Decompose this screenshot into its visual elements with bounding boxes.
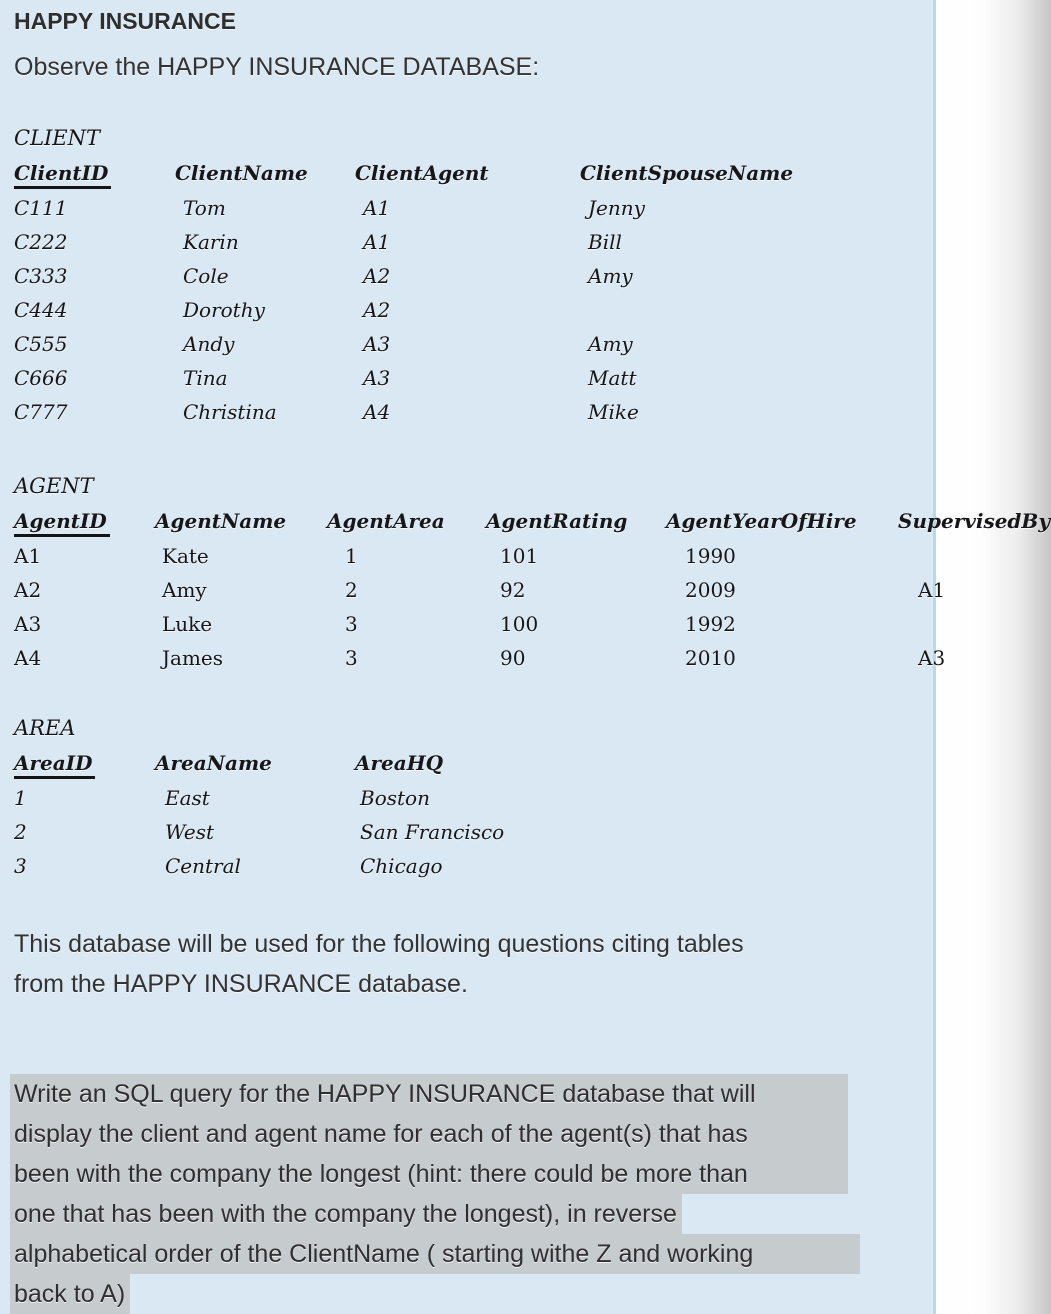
table-cell: C333 xyxy=(14,264,68,288)
column-header-label: AgentYearOfHire xyxy=(666,509,857,533)
highlighted-text: been with the company the longest (hint: there could be more than xyxy=(10,1154,848,1194)
text-line: This database will be used for the following questions citing tables xyxy=(14,930,744,958)
table-cell xyxy=(898,608,1051,642)
column-header-label: AgentRating xyxy=(486,509,628,533)
table-cell: Kate xyxy=(162,544,209,568)
table-cell: Bill xyxy=(588,230,622,254)
table-cell xyxy=(580,294,1051,328)
table-cell: A1 xyxy=(918,578,946,602)
note-text xyxy=(14,924,1051,1004)
highlighted-text: one that has been with the company the longest), in reverse xyxy=(10,1194,682,1234)
agent-table-name: AGENT xyxy=(14,474,94,498)
column-header-label: AgentName xyxy=(155,509,287,533)
column-header-label: ClientID xyxy=(14,161,111,189)
table-cell: Andy xyxy=(183,332,235,356)
area-table-grid xyxy=(14,750,1051,884)
table-cell: James xyxy=(162,646,224,670)
table-cell: Boston xyxy=(360,786,430,810)
table-cell xyxy=(898,540,1051,574)
column-header-agentarea xyxy=(327,508,486,540)
table-cell: Amy xyxy=(588,332,633,356)
text-line: from the HAPPY INSURANCE database. xyxy=(14,970,468,998)
text-line xyxy=(14,1074,1051,1114)
client-table-grid xyxy=(14,160,1051,430)
column-header-areaname xyxy=(155,750,355,782)
column-header-agentyearofhire xyxy=(666,508,898,540)
table-cell: Dorothy xyxy=(183,298,265,322)
column-header-clientname xyxy=(175,160,355,192)
table-cell: Central xyxy=(165,854,241,878)
table-cell: Karin xyxy=(183,230,239,254)
highlighted-text: display the client and agent name for each of the agent(s) that has xyxy=(10,1114,848,1154)
table-cell: A2 xyxy=(363,264,391,288)
column-header-supervisedby xyxy=(898,508,1051,540)
table-cell: Jenny xyxy=(588,196,645,220)
table-cell: Cole xyxy=(183,264,229,288)
table-cell: A3 xyxy=(14,612,42,636)
column-header-areaid xyxy=(14,750,155,782)
table-cell: C444 xyxy=(14,298,68,322)
agent-table-grid xyxy=(14,508,1051,676)
column-header-label: AreaName xyxy=(155,751,272,775)
table-cell: 2009 xyxy=(685,578,736,602)
table-cell: 2010 xyxy=(685,646,736,670)
client-table xyxy=(14,126,1051,430)
text-line xyxy=(14,1234,1051,1274)
column-header-clientagent xyxy=(355,160,580,192)
table-cell: Chicago xyxy=(360,854,443,878)
intro-text: Observe the HAPPY INSURANCE DATABASE: xyxy=(14,53,540,81)
text-line xyxy=(14,1114,1051,1154)
column-header-label: ClientSpouseName xyxy=(580,161,794,185)
highlighted-text: back to A) xyxy=(10,1274,130,1314)
table-cell: A1 xyxy=(363,230,391,254)
table-cell: Matt xyxy=(588,366,637,390)
table-cell: 1990 xyxy=(685,544,736,568)
column-header-areahq xyxy=(355,750,1051,782)
column-header-label: AreaID xyxy=(14,751,95,779)
column-header-clientspousename xyxy=(580,160,1051,192)
column-header-agentid xyxy=(14,508,155,540)
table-cell: A1 xyxy=(363,196,391,220)
column-header-label: AreaHQ xyxy=(355,751,444,775)
table-cell: 92 xyxy=(500,578,526,602)
table-cell: 3 xyxy=(14,854,27,878)
table-cell: San Francisco xyxy=(360,820,505,844)
table-cell: 90 xyxy=(500,646,526,670)
table-cell: C555 xyxy=(14,332,68,356)
table-cell: A4 xyxy=(363,400,391,424)
table-cell: 1 xyxy=(14,786,27,810)
highlighted-text: Write an SQL query for the HAPPY INSURANCE database that will xyxy=(10,1074,848,1114)
client-table-name: CLIENT xyxy=(14,126,101,150)
column-header-label: AgentID xyxy=(14,509,110,537)
table-cell: Luke xyxy=(162,612,213,636)
table-cell: Christina xyxy=(183,400,277,424)
table-cell: West xyxy=(165,820,215,844)
table-cell: Amy xyxy=(588,264,633,288)
question-block xyxy=(14,1074,1051,1314)
table-cell: A2 xyxy=(14,578,42,602)
table-cell: 1992 xyxy=(685,612,736,636)
table-cell: 3 xyxy=(345,646,358,670)
table-cell: C111 xyxy=(14,196,68,220)
table-cell: A1 xyxy=(14,544,42,568)
table-cell: Tom xyxy=(183,196,226,220)
table-cell: C222 xyxy=(14,230,68,254)
table-cell: A4 xyxy=(14,646,42,670)
table-cell: 101 xyxy=(500,544,539,568)
table-cell: A2 xyxy=(363,298,391,322)
text-line xyxy=(14,1154,1051,1194)
area-table-name: AREA xyxy=(14,716,76,740)
column-header-label: SupervisedBy xyxy=(898,509,1050,533)
table-cell: 1 xyxy=(345,544,358,568)
table-cell: A3 xyxy=(363,332,391,356)
table-cell: 100 xyxy=(500,612,539,636)
table-cell: Amy xyxy=(162,578,207,602)
page-title: HAPPY INSURANCE xyxy=(14,8,236,34)
table-cell: East xyxy=(165,786,210,810)
table-cell: 2 xyxy=(14,820,27,844)
table-cell: C666 xyxy=(14,366,68,390)
table-cell: A3 xyxy=(363,366,391,390)
table-cell: A3 xyxy=(918,646,946,670)
highlighted-text: alphabetical order of the ClientName ( starting withe Z and working xyxy=(10,1234,860,1274)
column-header-clientid xyxy=(14,160,175,192)
column-header-agentname xyxy=(155,508,327,540)
table-cell: 3 xyxy=(345,612,358,636)
column-header-agentrating xyxy=(486,508,666,540)
table-cell: C777 xyxy=(14,400,68,424)
column-header-label: ClientAgent xyxy=(355,161,489,185)
agent-table xyxy=(14,474,1051,676)
text-line xyxy=(14,1274,1051,1314)
area-table xyxy=(14,716,1051,884)
text-line xyxy=(14,1194,1051,1234)
column-header-label: ClientName xyxy=(175,161,308,185)
table-cell: 2 xyxy=(345,578,358,602)
table-cell: Tina xyxy=(183,366,228,390)
column-header-label: AgentArea xyxy=(327,509,445,533)
table-cell: Mike xyxy=(588,400,639,424)
